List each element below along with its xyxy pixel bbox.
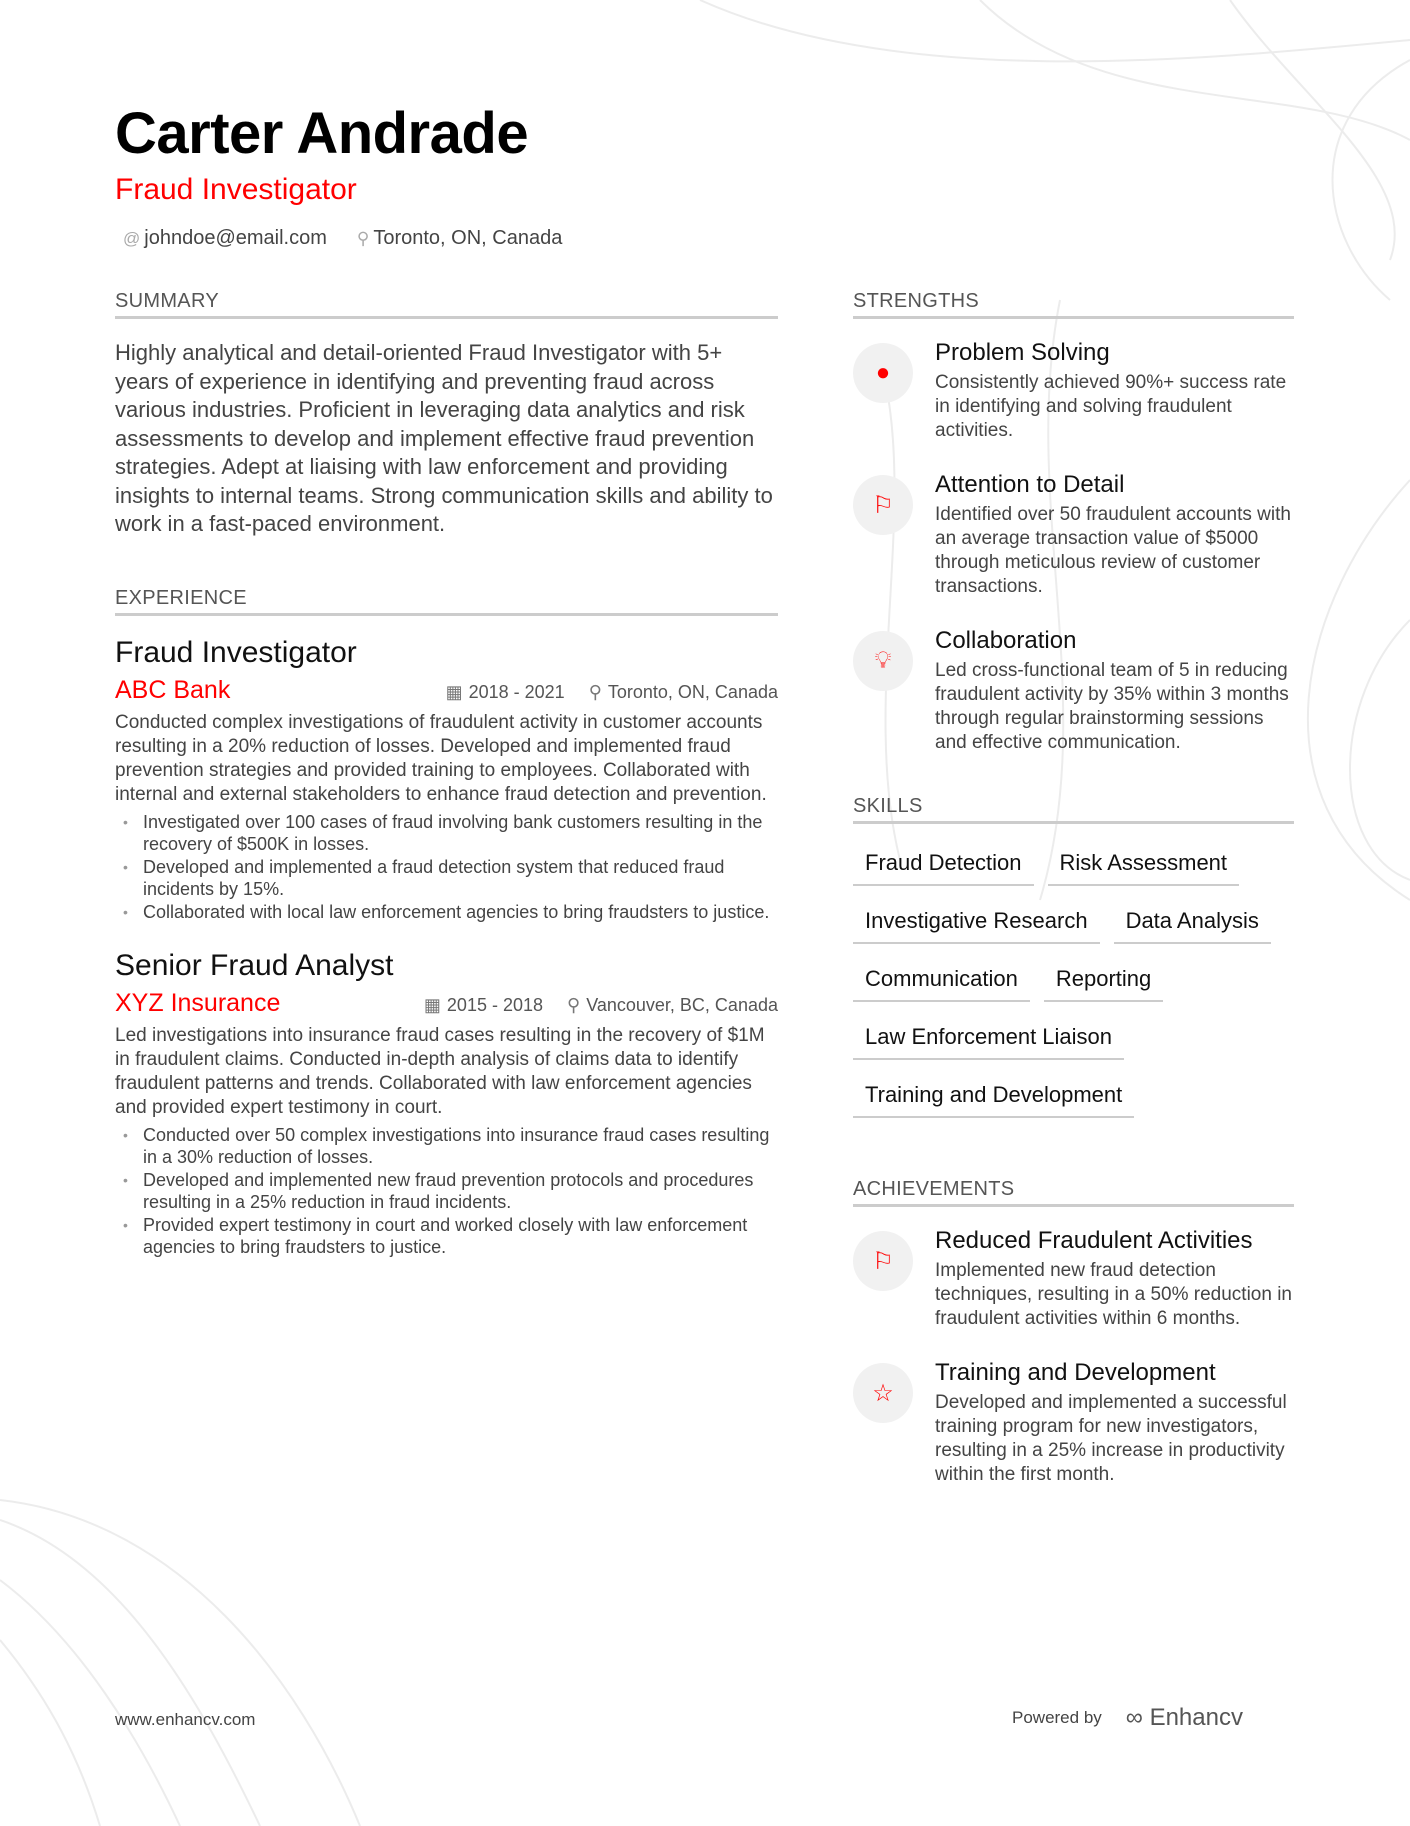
email-contact[interactable]	[123, 227, 327, 250]
job-title: Senior Fraud Analyst	[115, 948, 394, 982]
item-title: Problem Solving	[935, 339, 1110, 366]
bullet-item: • Collaborated with local law enforcement agencies to bring fraudsters to justice.	[115, 901, 778, 923]
dates-text: 2018 - 2021	[468, 681, 565, 702]
contact-info	[115, 227, 1295, 250]
skill-tag: Training and Development	[853, 1076, 1134, 1118]
item-title: Collaboration	[935, 627, 1077, 654]
candidate-name: Carter Andrade	[115, 101, 529, 166]
skill-tag: Law Enforcement Liaison	[853, 1018, 1124, 1060]
location-contact	[357, 227, 562, 250]
enhancv-logo-icon: ∞	[1125, 1704, 1143, 1731]
left-column	[115, 290, 778, 1284]
enhancv-logo	[1126, 1704, 1243, 1732]
achievements-item	[853, 1227, 1294, 1331]
enhancv-brand: Enhancv	[1149, 1704, 1243, 1731]
at-icon: @	[123, 229, 141, 248]
skill-tag: Data Analysis	[1114, 902, 1271, 944]
resume-header	[115, 100, 1295, 250]
item-text: Identified over 50 fraudulent accounts with an average transaction value of $5000 through meticulous review of customer transactions.	[935, 504, 1291, 597]
job-location	[589, 682, 778, 703]
item-text: Developed and implemented a successful training program for new investigators, resulting in a 25% increase in productivity within the first month.	[935, 1392, 1287, 1485]
job-title: Fraud Investigator	[115, 635, 357, 669]
dates-text: 2015 - 2018	[446, 994, 544, 1015]
brain-icon: ●	[853, 343, 913, 403]
location-pin-icon: ⚲	[588, 681, 602, 702]
strengths-item	[853, 627, 1294, 755]
job-dates	[446, 682, 565, 703]
website-link[interactable]: www.enhancv.com	[115, 1710, 256, 1729]
location-pin-icon: ⚲	[356, 229, 370, 248]
achievements-heading: ACHIEVEMENTS	[853, 1178, 1294, 1207]
job-entry	[115, 636, 778, 923]
job-description: Led investigations into insurance fraud cases resulting in the recovery of $1M in fraudulent claims. Conducted in-depth analysis of claims data to identify fraudulent patterns and trends. Collaborated with law enforcement agencies and provided expert testimony in court.	[115, 1024, 765, 1118]
strengths-item	[853, 339, 1294, 443]
bullet-item: • Conducted over 50 complex investigations into insurance fraud cases resulting in a 30% reduction of losses.	[115, 1124, 778, 1168]
bullet-item: • Developed and implemented a fraud detection system that reduced fraud incidents by 15%.	[115, 856, 778, 900]
calendar-icon: ▦	[445, 681, 463, 702]
job-bullets	[115, 1124, 778, 1258]
location-text: Toronto, ON, Canada	[373, 227, 563, 249]
item-text: Led cross-functional team of 5 in reducing fraudulent activity by 35% within 3 months through regular brainstorming sessions and effective communication.	[935, 660, 1289, 753]
company-name: XYZ Insurance	[115, 988, 281, 1017]
skill-tag: Reporting	[1044, 960, 1163, 1002]
skill-tag: Communication	[853, 960, 1030, 1002]
job-entry	[115, 949, 778, 1258]
powered-by-label: Powered by	[1012, 1708, 1102, 1727]
skill-tag: Fraud Detection	[853, 844, 1034, 886]
skills-heading: SKILLS	[853, 795, 1294, 824]
summary-text: Highly analytical and detail-oriented Fraud Investigator with 5+ years of experience in identifying and preventing fraud across various industries. Proficient in leveraging data analytics and risk assessments to develop and implement effective fraud prevention strategies. Adept at liaising with law enforcement and providing insights to internal teams. Strong communication skills and ability to work in a fast-paced environment.	[115, 340, 773, 536]
location-pin-icon: ⚲	[567, 994, 581, 1015]
bullet-item: • Investigated over 100 cases of fraud involving bank customers resulting in the recovery of $500K in losses.	[115, 811, 778, 855]
location-text: Vancouver, BC, Canada	[586, 994, 778, 1015]
experience-heading: EXPERIENCE	[115, 587, 778, 616]
job-bullets	[115, 811, 778, 923]
candidate-title: Fraud Investigator	[115, 173, 357, 206]
email-text: johndoe@email.com	[144, 227, 327, 249]
item-title: Attention to Detail	[935, 471, 1125, 498]
job-location	[567, 995, 778, 1016]
calendar-icon: ▦	[423, 994, 441, 1015]
item-title: Reduced Fraudulent Activities	[935, 1227, 1253, 1254]
job-description: Conducted complex investigations of fraudulent activity in customer accounts resulting in a 20% reduction of losses. Developed and implemented fraud prevention strategies and provided training to employees. Collaborated with internal and external stakeholders to enhance fraud detection and prevention.	[115, 711, 767, 805]
powered-by	[1012, 1704, 1243, 1732]
item-text: Implemented new fraud detection techniques, resulting in a 50% reduction in fraudulent activities within 6 months.	[935, 1260, 1293, 1329]
flag-icon: ⚐	[853, 475, 913, 535]
skill-tag: Investigative Research	[853, 902, 1100, 944]
company-name: ABC Bank	[115, 675, 231, 704]
bullet-item: • Provided expert testimony in court and worked closely with law enforcement agencies to bring fraudsters to justice.	[115, 1214, 778, 1258]
right-column	[853, 290, 1294, 1515]
location-text: Toronto, ON, Canada	[607, 681, 778, 702]
flag-icon: ⚐	[853, 1231, 913, 1291]
summary-heading: SUMMARY	[115, 290, 778, 319]
skill-tag: Risk Assessment	[1048, 844, 1240, 886]
strengths-heading: STRENGTHS	[853, 290, 1294, 319]
item-text: Consistently achieved 90%+ success rate in identifying and solving fraudulent activities.	[935, 372, 1287, 441]
job-dates	[424, 995, 543, 1016]
achievements-item	[853, 1359, 1294, 1487]
bullet-item: • Developed and implemented new fraud prevention protocols and procedures resulting in a 25% reduction in fraud incidents.	[115, 1169, 778, 1213]
star-icon: ☆	[853, 1363, 913, 1423]
item-title: Training and Development	[935, 1359, 1216, 1386]
strengths-item	[853, 471, 1294, 599]
lightbulb-icon: 💡︎	[853, 631, 913, 691]
